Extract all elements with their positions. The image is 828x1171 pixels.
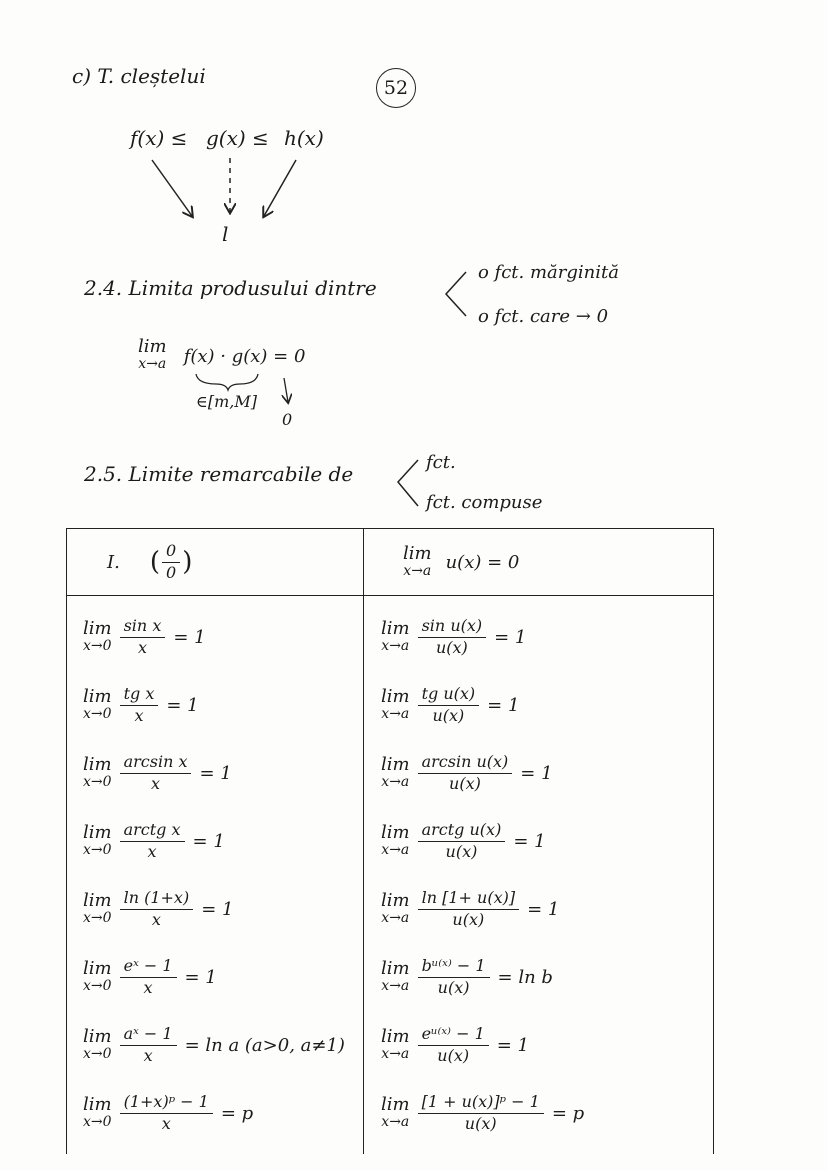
- frac-num: (1+x)ᵖ − 1: [120, 1093, 213, 1113]
- underbrace-interval: ∈[m,M]: [196, 392, 257, 411]
- lim-block: [83, 889, 112, 926]
- limit-fraction: [120, 1025, 177, 1065]
- section-24-brace: [440, 268, 470, 320]
- section-25-item-compound: fct. compuse: [426, 492, 543, 513]
- frac-num: arctg x: [120, 821, 185, 841]
- limit-fraction: [120, 957, 177, 997]
- lim-sub: x→0: [83, 841, 112, 858]
- lim-word: lim: [83, 957, 112, 979]
- limit-row-right-7: [381, 1015, 529, 1075]
- limit-result: = 1: [496, 1034, 530, 1056]
- lim-word: lim: [83, 1025, 112, 1047]
- frac-den: x: [151, 909, 161, 929]
- lim-word: lim: [381, 957, 410, 979]
- frac-den: u(x): [452, 909, 485, 929]
- limit-fraction: [418, 1093, 544, 1133]
- lim-block: [381, 617, 410, 654]
- lim-block: [381, 889, 410, 926]
- table-header-left: [107, 539, 192, 585]
- limit-result: = p: [551, 1102, 585, 1124]
- squeeze-h: h(x): [284, 126, 324, 150]
- limit-result: = 1: [487, 694, 520, 716]
- lim-word: lim: [138, 336, 167, 357]
- lim-sub: x→0: [83, 1045, 112, 1062]
- lim-block: [381, 821, 410, 858]
- limit-result: = 1: [513, 830, 546, 852]
- frac-den: x: [143, 977, 153, 997]
- limit-result: = 1: [173, 626, 206, 648]
- frac-num: arcsin u(x): [418, 753, 513, 773]
- limit-result: = ln b: [497, 966, 553, 988]
- frac-den: u(x): [445, 841, 478, 861]
- frac-den: u(x): [449, 773, 481, 793]
- lim-sub: x→a: [381, 637, 410, 654]
- remarkable-limits-table: [66, 528, 714, 1154]
- indeterminate-fraction: [162, 542, 180, 582]
- limit-row-left-2: [83, 675, 199, 735]
- lim-sub: x→0: [83, 637, 112, 654]
- lim-block: [381, 1025, 410, 1062]
- section-25-item-fct: fct.: [426, 452, 456, 473]
- squeeze-f: f(x) ≤: [130, 126, 188, 150]
- lim-word: lim: [381, 685, 410, 707]
- lim-word: lim: [83, 889, 112, 911]
- frac-num: eˣ − 1: [120, 957, 177, 977]
- limit-row-left-7: [83, 1015, 345, 1075]
- table-header-right: [403, 539, 519, 585]
- lim-sub: x→a: [381, 841, 410, 858]
- limit-result: = 1: [199, 762, 232, 784]
- lim-word: lim: [381, 1025, 410, 1047]
- limit-row-right-8: [381, 1083, 584, 1143]
- frac-num: bᵘ⁽ˣ⁾ − 1: [418, 957, 490, 977]
- limit-fraction: [418, 753, 513, 793]
- frac-num: aˣ − 1: [120, 1025, 177, 1045]
- limit-result: = 1: [520, 762, 553, 784]
- section-24-item-bounded: o fct. mărginită: [478, 262, 619, 283]
- frac-den: u(x): [464, 1113, 497, 1133]
- squeeze-g: g(x) ≤: [206, 126, 269, 150]
- lim-word: lim: [83, 617, 112, 639]
- lim-sub: x→0: [83, 977, 112, 994]
- squeeze-limit: l: [222, 222, 229, 246]
- limit-row-left-8: [83, 1083, 253, 1143]
- lim-word: lim: [381, 1093, 410, 1115]
- limit-result: = 1: [201, 898, 234, 920]
- limit-result: = 1: [184, 966, 217, 988]
- limit-fraction: [120, 685, 159, 725]
- lim-word: lim: [381, 821, 410, 843]
- lim-block: [83, 1093, 112, 1130]
- lim-word: lim: [381, 617, 410, 639]
- frac-num: [1 + u(x)]ᵖ − 1: [418, 1093, 544, 1113]
- limit-row-right-1: [381, 607, 526, 667]
- table-vertical-divider: [363, 529, 364, 1154]
- limit-result: = 1: [166, 694, 199, 716]
- lim-block: [83, 1025, 112, 1062]
- lim-word: lim: [83, 1093, 112, 1115]
- lim-block: [381, 685, 410, 722]
- lim-sub: x→a: [381, 977, 410, 994]
- lim-word: lim: [83, 821, 112, 843]
- frac-num: 0: [162, 542, 180, 562]
- limit-fraction: [418, 889, 519, 929]
- limit-row-left-3: [83, 743, 232, 803]
- section-24-heading: 2.4. Limita produsului dintre: [84, 276, 377, 300]
- lim-sub: x→a: [403, 562, 432, 579]
- frac-den: u(x): [432, 705, 465, 725]
- limit-result: = p: [220, 1102, 254, 1124]
- limit-row-left-4: [83, 811, 225, 871]
- limit-fraction: [418, 821, 506, 861]
- limit-fraction: [418, 1025, 489, 1065]
- indeterminate-label: I.: [107, 551, 120, 573]
- section-25-heading: 2.5. Limite remarcabile de: [84, 462, 354, 486]
- lim-word: lim: [83, 753, 112, 775]
- squeeze-arrows: [130, 150, 330, 230]
- lim-word: lim: [403, 542, 432, 564]
- limit-result: = 1: [527, 898, 560, 920]
- frac-num: sin x: [120, 617, 166, 637]
- limit-row-right-6: [381, 947, 553, 1007]
- frac-den: u(x): [437, 977, 470, 997]
- lim-block: [381, 1093, 410, 1130]
- table-header-divider: [67, 595, 713, 596]
- lim-block: [83, 617, 112, 654]
- frac-den: x: [134, 705, 144, 725]
- lim-sub: x→a: [381, 1113, 410, 1130]
- limit-fraction: [120, 617, 166, 657]
- lim-sub: x→0: [83, 1113, 112, 1130]
- limit-fraction: [418, 685, 480, 725]
- lim-sub: x→0: [83, 909, 112, 926]
- lim-block: [381, 957, 410, 994]
- lim-block: [83, 753, 112, 790]
- limit-result: = ln a (a>0, a≠1): [184, 1034, 345, 1056]
- frac-den: x: [151, 773, 161, 793]
- limit-result: = 1: [494, 626, 527, 648]
- product-limit-formula: [138, 338, 305, 372]
- page-number: 52: [376, 68, 416, 108]
- frac-num: ln [1+ u(x)]: [418, 889, 519, 909]
- paren-close: ): [182, 547, 193, 577]
- frac-den: x: [147, 841, 157, 861]
- limit-row-left-1: [83, 607, 206, 667]
- lim-word: lim: [381, 889, 410, 911]
- paren-open: (: [149, 547, 160, 577]
- limit-row-left-5: [83, 879, 233, 939]
- frac-den: u(x): [435, 637, 468, 657]
- frac-num: tg x: [120, 685, 159, 705]
- lim-sub: x→0: [83, 773, 112, 790]
- limit-fraction: [120, 821, 185, 861]
- frac-num: arctg u(x): [418, 821, 506, 841]
- section-25-brace: [392, 456, 422, 510]
- lim-block: [83, 685, 112, 722]
- limit-fraction: [418, 617, 487, 657]
- limit-row-right-5: [381, 879, 559, 939]
- lim-sub: x→a: [381, 1045, 410, 1062]
- limit-row-right-2: [381, 675, 519, 735]
- lim-word: lim: [381, 753, 410, 775]
- frac-den: x: [137, 637, 147, 657]
- frac-den: x: [143, 1045, 153, 1065]
- lim-block: [83, 957, 112, 994]
- lim-block: [381, 753, 410, 790]
- limit-row-right-3: [381, 743, 553, 803]
- frac-den: 0: [166, 562, 177, 582]
- frac-num: ln (1+x): [120, 889, 194, 909]
- frac-num: tg u(x): [418, 685, 480, 705]
- limit-fraction: [120, 1093, 213, 1133]
- limit-result: = 1: [192, 830, 225, 852]
- header-condition: u(x) = 0: [445, 551, 520, 573]
- underbrace-zero: 0: [282, 410, 293, 429]
- product-expression: f(x) · g(x) = 0: [183, 346, 306, 367]
- frac-den: u(x): [437, 1045, 470, 1065]
- lim-block: [83, 821, 112, 858]
- frac-num: eᵘ⁽ˣ⁾ − 1: [418, 1025, 489, 1045]
- lim-sub: x→a: [138, 355, 167, 372]
- frac-den: x: [161, 1113, 171, 1133]
- lim-sub: x→a: [381, 705, 410, 722]
- lim-word: lim: [83, 685, 112, 707]
- limit-row-left-6: [83, 947, 217, 1007]
- section-24-item-tends-zero: o fct. care → 0: [478, 306, 609, 327]
- lim-sub: x→a: [381, 773, 410, 790]
- limit-fraction: [418, 957, 490, 997]
- limit-row-right-4: [381, 811, 546, 871]
- frac-num: arcsin x: [120, 753, 192, 773]
- limit-fraction: [120, 753, 192, 793]
- frac-num: sin u(x): [418, 617, 487, 637]
- lim-sub: x→a: [381, 909, 410, 926]
- squeeze-theorem-title: c) T. cleștelui: [72, 64, 206, 88]
- limit-fraction: [120, 889, 194, 929]
- lim-sub: x→0: [83, 705, 112, 722]
